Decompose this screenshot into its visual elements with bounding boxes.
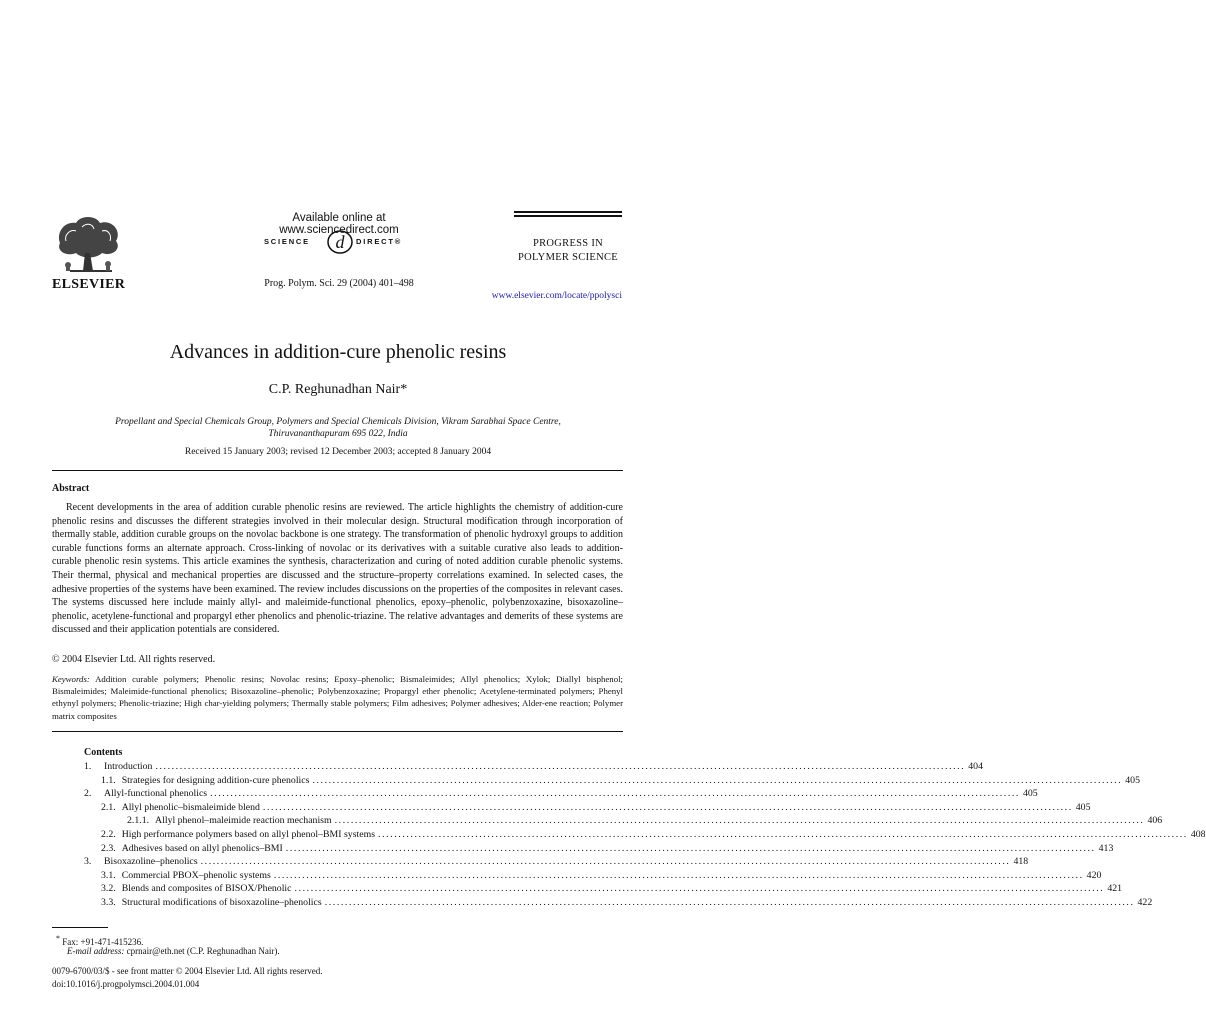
- toc-entry[interactable]: [84, 883, 1123, 897]
- toc-entry-title: Allyl phenolic–bismaleimide blend: [121, 801, 260, 813]
- article-title: Advances in addition-cure phenolic resins: [169, 341, 507, 363]
- journal-reference: Prog. Polym. Sci. 29 (2004) 401–498: [264, 278, 414, 289]
- front-matter-line: 0079-6700/03/$ - see front matter © 2004 Elsevier Ltd. All rights reserved.: [52, 966, 323, 976]
- sciencedirect-direct-text: DIRECT®: [356, 237, 403, 246]
- toc-entry-page: 408: [1190, 828, 1206, 840]
- toc-entry-title: Bisoxazoline–phenolics: [104, 856, 198, 868]
- footnote-fax-text: Fax: +91-471-415236.: [62, 937, 144, 947]
- toc-entry-page: 421: [1107, 883, 1123, 895]
- email-value[interactable]: cprnair@eth.net (C.P. Reghunadhan Nair).: [126, 946, 280, 956]
- toc-entry-page: 405: [1022, 788, 1038, 800]
- toc-entry-number: 2.2.: [101, 828, 116, 840]
- footnote-rule: [52, 927, 108, 928]
- abstract-copyright: © 2004 Elsevier Ltd. All rights reserved.: [52, 654, 216, 665]
- toc-entry[interactable]: [84, 869, 1102, 884]
- keywords-label: Keywords:: [52, 674, 90, 684]
- divider-middle: [52, 731, 623, 732]
- toc-entry-title: Introduction: [104, 761, 153, 772]
- toc-entry-leader: ........................................................................................................................................................................................................: [155, 761, 966, 772]
- toc-entry-leader: ........................................................................................................................................................................................................: [273, 869, 1084, 881]
- journal-name-line1: PROGRESS IN: [532, 238, 604, 249]
- divider-top: [52, 470, 623, 471]
- journal-url-link[interactable]: www.elsevier.com/locate/ppolysci: [491, 291, 622, 301]
- toc-entry[interactable]: [84, 815, 1163, 829]
- toc-entry-leader: ........................................................................................................................................................................................................: [334, 815, 1145, 827]
- toc-entry[interactable]: [84, 761, 983, 775]
- toc-entry-number: 3.1.: [101, 869, 116, 881]
- toc-entry-page: 404: [968, 761, 983, 772]
- article-author: C.P. Reghunadhan Nair*: [268, 382, 408, 397]
- toc-entry-leader: ........................................................................................................................................................................................................: [285, 842, 1096, 854]
- table-of-contents: [84, 761, 1206, 911]
- toc-entry-page: 422: [1137, 896, 1153, 908]
- toc-entry-number: 1.: [84, 761, 92, 772]
- toc-entry-title: Allyl-functional phenolics: [104, 788, 208, 800]
- toc-entry-number: 3.2.: [101, 883, 116, 895]
- contents-heading: Contents: [84, 747, 123, 758]
- toc-entry[interactable]: [84, 801, 1091, 816]
- toc-entry[interactable]: [84, 788, 1038, 802]
- toc-entry[interactable]: [84, 828, 1206, 843]
- toc-entry-title: Blends and composites of BISOX/Phenolic: [121, 883, 292, 895]
- toc-entry-number: 1.1.: [101, 774, 116, 786]
- abstract-heading: Abstract: [52, 483, 90, 494]
- toc-entry-page: 420: [1086, 869, 1102, 881]
- toc-entry-title: Structural modifications of bisoxazoline–phenolics: [121, 896, 322, 908]
- toc-entry-page: 405: [1125, 774, 1140, 786]
- toc-entry-leader: ........................................................................................................................................................................................................: [200, 856, 1011, 868]
- toc-entry-leader: ........................................................................................................................................................................................................: [294, 883, 1105, 895]
- toc-entry-number: 2.3.: [101, 842, 116, 854]
- email-label: E-mail address:: [67, 946, 125, 956]
- toc-entry-title: Allyl phenol–maleimide reaction mechanism: [155, 815, 332, 827]
- abstract-body: Recent developments in the area of addition curable phenolic resins are reviewed. The article highlights the chemistry of addition-cure phenolic resins and discusses the different strategies involved in their molecular design. Structural modification through incorporation of thermally stable, addition curable groups on the novolac backbone is one strategy. The transformation of phenolic hydroxyl groups to addition curable functions forms an alternate approach. Cross-linking of novolac or its derivatives with a suitable curative also leads to addition-curable phenolic resin systems. This article examines the synthesis, characterization and curing of noted addition curable phenolic systems. Their thermal, physical and mechanical properties are discussed and the structure–property correlations examined. In selected cases, the adhesive properties of the systems have been examined. The review includes discussions on the properties of the composites in relevant cases. The systems discussed here include mainly allyl- and maleimide-functional phenolics, epoxy–phenolic, polybenzoxazine, bisoxazoline–phenolic, acetylene-functional and propargyl ether phenolics and phenolic-triazine. The relative advantages and demerits of these systems are discussed and their application potentials are considered.: [52, 502, 623, 636]
- toc-entry-page: 413: [1098, 842, 1114, 854]
- toc-entry-number: 3.3.: [101, 896, 116, 908]
- toc-entry-leader: ........................................................................................................................................................................................................: [262, 801, 1073, 813]
- toc-entry-title: Adhesives based on allyl phenolics–BMI: [121, 842, 283, 854]
- toc-entry[interactable]: [84, 896, 1153, 911]
- journal-name-line2: POLYMER SCIENCE: [518, 252, 618, 263]
- toc-entry-number: 3.: [84, 856, 92, 868]
- journal-header-rules: [514, 211, 622, 219]
- sciencedirect-d-icon: [326, 229, 354, 255]
- toc-entry[interactable]: [84, 774, 1140, 789]
- toc-entry-page: 406: [1147, 815, 1163, 827]
- journal-name: [514, 237, 622, 265]
- toc-entry-leader: ........................................................................................................................................................................................................: [324, 896, 1135, 908]
- toc-entry-title: High performance polymers based on allyl phenol–BMI systems: [121, 828, 376, 840]
- toc-entry-title: Strategies for designing addition-cure phenolics: [121, 774, 310, 786]
- sciencedirect-logo: [264, 229, 414, 255]
- toc-entry[interactable]: [84, 842, 1114, 857]
- toc-entry[interactable]: [84, 856, 1029, 870]
- keywords-text: Addition curable polymers; Phenolic resins; Novolac resins; Epoxy–phenolic; Bismaleimides; Allyl phenolics; Xylok; Diallyl bisphenol; Bismaleimides; Maleimide-functional phenolics; Bisoxazoline–phenolic; Polybenzoxazine; Propargyl ether phenolic; Acetylene-terminated polymers; Phenyl ethynyl polymers; Phenolic-triazine; High char-yielding polymers; Thermally stable polymers; Film adhesives; Polymer adhesives; Alder-ene reaction; Polymer matrix composites: [52, 674, 623, 721]
- toc-entry-leader: ........................................................................................................................................................................................................: [210, 788, 1020, 800]
- svg-text:d: d: [335, 232, 345, 252]
- toc-entry-number: 2.1.1.: [127, 815, 150, 827]
- elsevier-tree-logo: [52, 213, 124, 275]
- footnote-email: [67, 946, 280, 956]
- toc-entry-page: 405: [1075, 801, 1091, 813]
- toc-entry-page: 418: [1013, 856, 1029, 868]
- footnote-marker: *: [56, 934, 60, 943]
- toc-entry-number: 2.1.: [101, 801, 116, 813]
- toc-entry-number: 2.: [84, 788, 92, 800]
- toc-entry-leader: ........................................................................................................................................................................................................: [378, 828, 1188, 840]
- toc-entry-leader: ........................................................................................................................................................................................................: [312, 774, 1123, 786]
- keywords-block: [52, 673, 623, 722]
- toc-entry-title: Commercial PBOX–phenolic systems: [121, 869, 271, 881]
- available-online-text[interactable]: Available online at www.sciencedirect.com: [279, 212, 399, 236]
- author-affiliation: Propellant and Special Chemicals Group, Polymers and Special Chemicals Division, Vikram Sarabhai Space Centre, Thiruvananthapuram 695 022, India: [115, 417, 561, 439]
- publisher-name: ELSEVIER: [52, 277, 126, 292]
- article-dates: Received 15 January 2003; revised 12 December 2003; accepted 8 January 2004: [184, 447, 492, 457]
- sciencedirect-science-text: SCIENCE: [264, 237, 310, 246]
- doi-line[interactable]: doi:10.1016/j.progpolymsci.2004.01.004: [52, 979, 200, 989]
